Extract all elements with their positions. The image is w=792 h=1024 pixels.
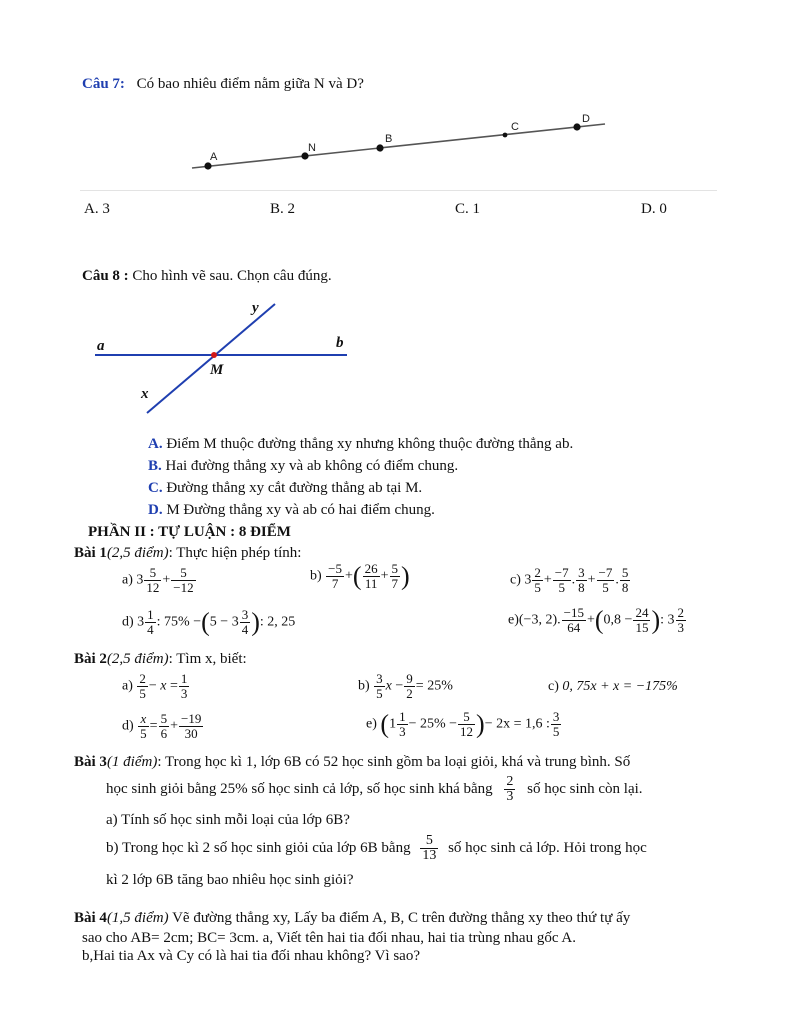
bai2-expr-a: a) $\frac{2}{5}$ − x = $\frac{1}{3}$ bbox=[122, 671, 188, 701]
q8-option-c bbox=[148, 480, 422, 497]
q8-figure bbox=[85, 295, 365, 420]
bai2-b-label: b) bbox=[358, 678, 370, 694]
q7-figure bbox=[180, 105, 620, 185]
bai1-expr-d: d) 3 $\frac{1}{4}$ : 75% −(5 − 3 $\frac{3}{4}$ ): 2, 25 bbox=[122, 607, 296, 637]
bai2-e-end: − 2x = 1,6 : bbox=[484, 716, 550, 732]
bai3-title: Bài 3 bbox=[74, 754, 107, 770]
bai3-text2b: số học sinh còn lại. bbox=[527, 780, 643, 797]
bai2-c-label: c) bbox=[548, 679, 559, 694]
q7-label-d: D bbox=[582, 113, 590, 125]
bai2-expr-d: d) $\frac{x}{5}$ = $\frac{5}{6}$ + $\frac{-19}{30}$ bbox=[122, 711, 202, 741]
q8-option-b-key: B. bbox=[148, 458, 162, 474]
bai1-d-label: d) bbox=[122, 614, 134, 630]
q7-line bbox=[192, 124, 605, 168]
q8-option-c-key: C. bbox=[148, 480, 163, 496]
q7-point-b bbox=[376, 144, 383, 151]
q7-point-d bbox=[573, 123, 580, 130]
bai3-line2: học sinh giỏi bằng 25% số học sinh cả lớp, số học sinh khá bằng $\frac{2}{3}$ số học sinh còn lại. bbox=[106, 774, 643, 804]
q8-option-d bbox=[148, 502, 435, 519]
q8-option-b bbox=[148, 458, 458, 475]
bai4-line2: sao cho AB= 2cm; BC= 3cm. a, Viết tên hai tia đối nhau, hai tia trùng nhau gốc A. bbox=[82, 930, 576, 946]
bai1-b-label: b) bbox=[310, 568, 322, 584]
bai1-c-label: c) bbox=[510, 572, 521, 588]
q8-option-a bbox=[148, 436, 573, 453]
q8-header bbox=[82, 268, 332, 285]
q8-option-d-text: M Đường thẳng xy và ab có hai điểm chung. bbox=[166, 502, 435, 518]
q7-label-n: N bbox=[308, 142, 316, 154]
bai1-task: : Thực hiện phép tính: bbox=[168, 545, 302, 561]
q8-label-y: y bbox=[252, 300, 259, 316]
bai2-b-end: = 25% bbox=[415, 678, 453, 694]
bai1-d-mid: : 75% − bbox=[156, 614, 202, 630]
bai4-line3: b,Hai tia Ax và Cy có là hai tia đối nhau không? Vì sao? bbox=[82, 948, 420, 964]
bai4-line1 bbox=[74, 910, 630, 927]
bai3-text2a: học sinh giỏi bằng 25% số học sinh cả lớp, số học sinh khá bằng bbox=[106, 780, 493, 797]
bai3-points: (1 điểm) bbox=[106, 754, 158, 770]
bai1-expr-e: e)(−3, 2). $\frac{-15}{64}$ +(0,8 − $\frac{24}{15}$ ): 3 $\frac{2}{3}$ bbox=[508, 605, 685, 635]
bai2-e-mid: − 25% − bbox=[408, 716, 458, 732]
q7-choice-b: B. 2 bbox=[270, 201, 296, 217]
bai1-d-end: : 2, 25 bbox=[259, 614, 296, 630]
part2-heading: PHẦN II : TỰ LUẬN : 8 ĐIỂM bbox=[88, 524, 291, 540]
q8-label-x: x bbox=[141, 386, 149, 402]
bai1-expr-b: b) $\frac{-5}{7}$ +( $\frac{26}{11}$ + $\frac{5}{7}$ ) bbox=[310, 561, 410, 591]
q8-question: Cho hình vẽ sau. Chọn câu đúng. bbox=[132, 268, 332, 284]
q7-question: Có bao nhiêu điểm nằm giữa N và D? bbox=[136, 76, 364, 92]
bai1-expr-c: c) 3 $\frac{2}{5}$ + $\frac{-7}{5}$ . $\frac{3}{8}$ + $\frac{-7}{5}$ . $\frac{5}{8}$ bbox=[510, 565, 629, 595]
q7-choice-c: C. 1 bbox=[455, 201, 481, 217]
bai1-points: (2,5 điểm) bbox=[106, 545, 169, 561]
bai2-c-text: 0, 75x + x = −175% bbox=[562, 679, 678, 694]
bai3-qb-text1: b) Trong học kì 2 số học sinh giỏi của lớp 6B bằng bbox=[106, 839, 411, 856]
q8-label: Câu 8 : bbox=[82, 268, 129, 284]
bai4-title: Bài 4 bbox=[74, 910, 107, 926]
q8-point-m bbox=[211, 352, 217, 358]
bai1-a-label: a) bbox=[122, 572, 133, 588]
bai4-points: (1,5 điểm) bbox=[106, 910, 169, 926]
q7-label-b: B bbox=[385, 133, 393, 145]
bai2-task: : Tìm x, biết: bbox=[168, 651, 247, 667]
bai2-a-label: a) bbox=[122, 678, 133, 694]
q7-point-a bbox=[204, 162, 211, 169]
q7-choice-a: A. 3 bbox=[84, 201, 110, 217]
bai1-header bbox=[74, 545, 301, 562]
bai3-line1 bbox=[74, 754, 630, 771]
q8-option-d-key: D. bbox=[148, 502, 163, 518]
q8-label-m: M bbox=[210, 362, 224, 378]
q7-label-a: A bbox=[210, 151, 218, 163]
q7-header bbox=[82, 76, 364, 93]
q7-label: Câu 7: bbox=[82, 76, 125, 92]
q8-label-a: a bbox=[97, 338, 105, 354]
bai2-e-label: e) bbox=[366, 716, 377, 732]
q8-label-b: b bbox=[336, 335, 344, 351]
q8-line-xy bbox=[147, 304, 275, 413]
q8-option-a-text: Điểm M thuộc đường thẳng xy nhưng không thuộc đường thẳng ab. bbox=[166, 436, 574, 452]
bai3-text1: : Trong học kì 1, lớp 6B có 52 học sinh gồm ba loại giỏi, khá và trung bình. Số bbox=[157, 754, 631, 770]
bai2-d-label: d) bbox=[122, 718, 134, 734]
bai4-text1: Vẽ đường thẳng xy, Lấy ba điểm A, B, C trên đường thẳng xy theo thứ tự ấy bbox=[168, 910, 631, 926]
q8-option-c-text: Đường thẳng xy cắt đường thẳng ab tại M. bbox=[166, 480, 423, 496]
bai2-title: Bài 2 bbox=[74, 651, 107, 667]
bai2-expr-e: e) (1 $\frac{1}{3}$ − 25% − $\frac{5}{12}$ )− 2x = 1,6 : $\frac{3}{5}$ bbox=[366, 709, 560, 739]
q7-choice-d: D. 0 bbox=[641, 201, 667, 217]
q7-point-c bbox=[503, 133, 508, 138]
bai3-qa: a) Tính số học sinh mỗi loại của lớp 6B? bbox=[106, 812, 350, 828]
divider bbox=[80, 190, 717, 191]
bai3-qb: b) Trong học kì 2 số học sinh giỏi của lớp 6B bằng $\frac{5}{13}$ số học sinh cả lớp. Hỏi trong học bbox=[106, 833, 647, 863]
bai2-header bbox=[74, 651, 247, 668]
bai1-e-label: e) bbox=[508, 612, 519, 628]
q8-option-a-key: A. bbox=[148, 436, 163, 452]
q7-label-c: C bbox=[511, 121, 519, 133]
bai1-expr-a: a) 3 $\frac{5}{12}$ + $\frac{5}{-12}$ bbox=[122, 565, 194, 595]
bai2-points: (2,5 điểm) bbox=[106, 651, 169, 667]
q8-option-b-text: Hai đường thẳng xy và ab không có điểm chung. bbox=[165, 458, 459, 474]
bai3-qb3: kì 2 lớp 6B tăng bao nhiêu học sinh giỏi? bbox=[106, 872, 354, 888]
bai2-expr-b: b) $\frac{3}{5}$ x − $\frac{9}{2}$ = 25% bbox=[358, 671, 453, 701]
bai1-title: Bài 1 bbox=[74, 545, 107, 561]
bai3-qb-text2: số học sinh cả lớp. Hỏi trong học bbox=[448, 839, 647, 856]
bai2-expr-c bbox=[548, 679, 678, 695]
